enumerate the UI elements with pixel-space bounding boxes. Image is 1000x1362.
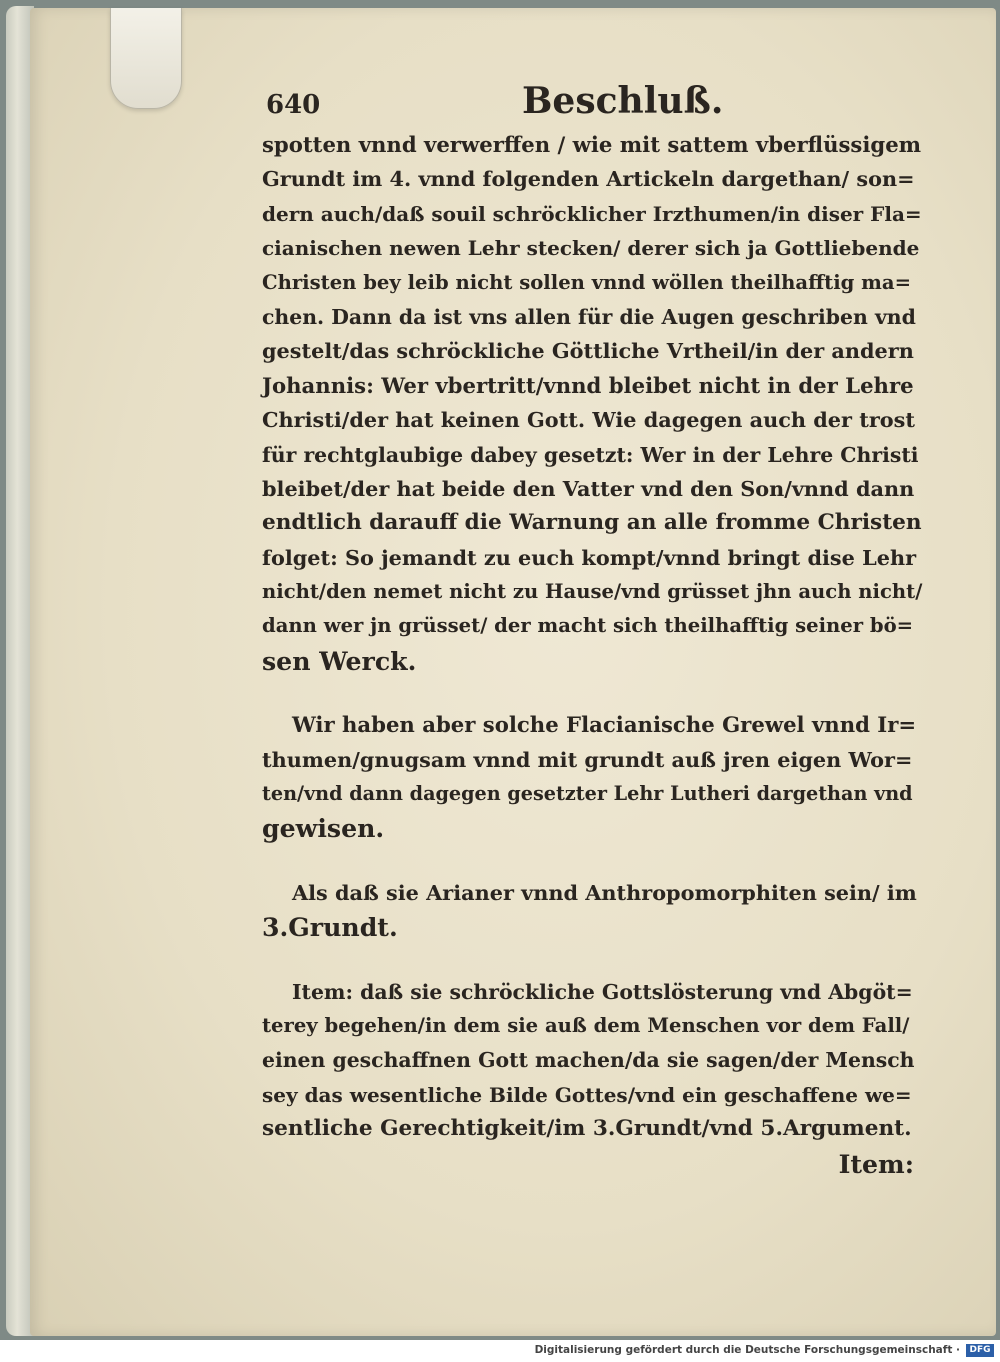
text-line: chen. Dann da ist vns allen für die Augen geschriben vnd — [262, 304, 916, 329]
text-line: einen geschaffnen Gott machen/da sie sagen/der Mensch — [262, 1048, 915, 1073]
text-line: terey begehen/in dem sie auß dem Menschen vor dem Fall/ — [262, 1013, 910, 1037]
paragraph-4 — [262, 975, 922, 1147]
text-line: Als daß sie Arianer vnnd Anthropomorphiten sein/ im — [292, 879, 917, 905]
text-line: nicht/den nemet nicht zu Hause/vnd grüsset jhn auch nicht/ — [262, 580, 923, 604]
text-line: cianischen newen Lehr stecken/ derer sich ja Gottliebende — [262, 236, 920, 261]
text-line: thumen/gnugsam vnnd mit grundt auß jren eigen Wor= — [262, 746, 913, 772]
text-line: Item: daß sie schröckliche Gottslösterung vnd Abgöt= — [292, 979, 913, 1004]
text-line: sen Werck. — [262, 645, 417, 676]
running-head — [262, 78, 922, 128]
funding-credit: Digitalisierung gefördert durch die Deutsche Forschungsgemeinschaft · — [534, 1344, 960, 1356]
text-line: spotten vnnd verwerffen / wie mit sattem vberflüssigem — [262, 132, 922, 157]
text-line: Wir haben aber solche Flacianische Grewel vnnd Ir= — [292, 712, 917, 738]
text-line: endtlich darauff die Warnung an alle fromme Christen — [262, 510, 922, 536]
digitization-footer — [0, 1340, 1000, 1362]
text-line: ten/vnd dann dagegen gesetzter Lehr Lutheri dargethan vnd — [262, 782, 913, 806]
text-line: Grundt im 4. vnnd folgenden Artickeln dargethan/ son= — [262, 166, 915, 192]
catchword: Item: — [838, 1148, 914, 1179]
text-line: gestelt/das schröckliche Göttliche Vrtheil/in der andern — [262, 338, 914, 364]
text-line: sey das wesentliche Bilde Gottes/vnd ein geschaffene we= — [262, 1082, 912, 1107]
text-line: folget: So jemandt zu euch kompt/vnnd bringt dise Lehr — [262, 544, 917, 570]
page-number: 640 — [266, 90, 321, 120]
text-line: für rechtglaubige dabey gesetzt: Wer in der Lehre Christi — [262, 442, 919, 467]
text-line: Christen bey leib nicht sollen vnnd wöllen theilhafftig ma= — [262, 270, 912, 294]
text-line: dern auch/daß souil schröcklicher Irzthumen/in diser Fla= — [262, 201, 922, 226]
paragraph-2 — [262, 708, 922, 846]
text-line: gewisen. — [262, 813, 385, 844]
running-title: Beschluß. — [522, 80, 724, 122]
text-line: dann wer jn grüsset/ der macht sich theilhafftig seiner bö= — [262, 614, 914, 638]
text-line: 3.Grundt. — [262, 912, 398, 943]
text-line: bleibet/der hat beide den Vatter vnd den Son/vnnd dann — [262, 475, 915, 501]
text-line: Johannis: Wer vbertritt/vnnd bleibet nicht in der Lehre — [262, 372, 914, 398]
paragraph-1 — [262, 128, 922, 678]
page-text-block — [262, 78, 922, 1181]
text-line: Christi/der hat keinen Gott. Wie dagegen auch der trost — [262, 407, 915, 433]
dfg-logo-icon: DFG — [966, 1344, 994, 1357]
text-line: sentliche Gerechtigkeit/im 3.Grundt/vnd 5.Argument. — [262, 1116, 912, 1142]
paragraph-3 — [262, 876, 922, 945]
page-clip — [110, 8, 182, 109]
